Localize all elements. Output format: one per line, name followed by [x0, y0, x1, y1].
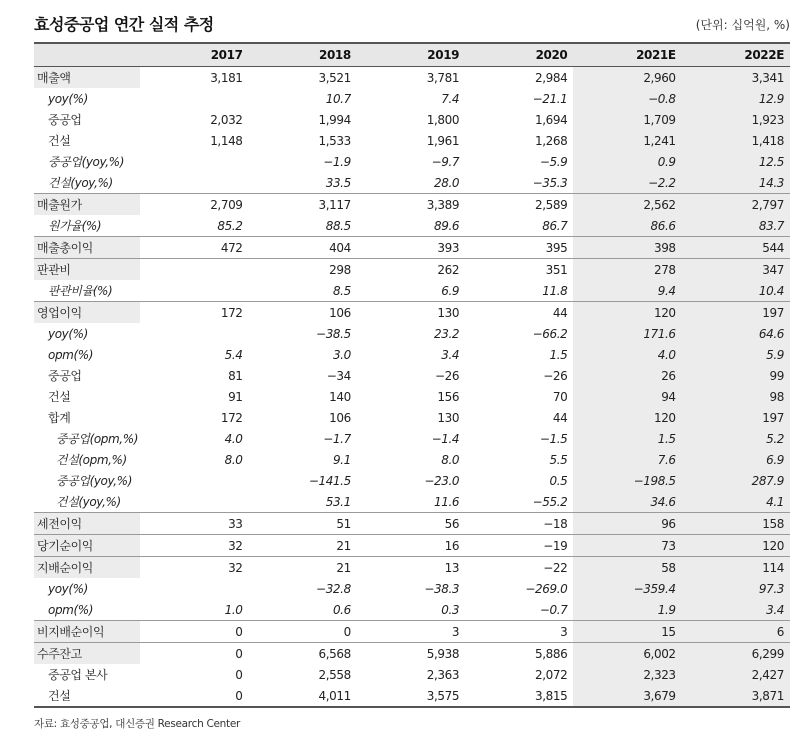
value-cell: 9.1	[332, 452, 351, 467]
value-cell: 1,800	[426, 112, 460, 127]
value-cell: 262	[357, 259, 465, 281]
value-cell: 106	[249, 302, 357, 324]
value-cell: 1.0	[224, 602, 243, 617]
value-cell: −5.9	[539, 154, 568, 169]
value-cell: 2,589	[465, 194, 573, 216]
table-row	[34, 194, 790, 216]
row-label: yoy(%)	[48, 326, 88, 341]
value-cell: −38.3	[424, 581, 460, 596]
value-cell: 32	[140, 557, 248, 579]
value-cell: −141.5	[308, 473, 351, 488]
value-cell: −55.2	[532, 494, 568, 509]
row-label: yoy(%)	[48, 91, 88, 106]
value-cell: −34	[326, 368, 351, 383]
value-cell: 56	[357, 513, 465, 535]
row-label: 중공업(yoy,%)	[56, 474, 132, 488]
value-cell: −1.4	[431, 431, 460, 446]
source-note: 자료: 효성중공업, 대신증권 Research Center	[34, 718, 241, 730]
value-cell: 2,072	[535, 667, 568, 682]
value-cell: 89.6	[433, 218, 460, 233]
table-row	[34, 513, 790, 535]
value-cell: 120	[573, 302, 681, 324]
value-cell: 98	[682, 386, 790, 407]
value-cell: 172	[220, 410, 243, 425]
row-label: 수주잔고	[34, 643, 140, 665]
value-cell: 32	[140, 535, 248, 557]
table-row	[34, 67, 790, 89]
value-cell: 1.5	[573, 428, 681, 449]
row-label: 원가율(%)	[48, 219, 102, 233]
value-cell: 86.7	[542, 218, 568, 233]
table-row	[34, 151, 790, 172]
value-cell: 0	[140, 621, 248, 643]
value-cell: −66.2	[532, 326, 568, 341]
row-label: 비지배순이익	[34, 621, 140, 643]
value-cell: −22	[465, 557, 573, 579]
value-cell: 9.4	[573, 280, 681, 302]
value-cell: 23.2	[433, 326, 460, 341]
value-cell: 5,886	[465, 643, 573, 665]
financial-table	[34, 44, 790, 708]
value-cell: −1.5	[539, 431, 568, 446]
value-cell: −38.5	[316, 326, 351, 341]
value-cell: 4.0	[573, 344, 681, 365]
value-cell: 0.6	[332, 602, 351, 617]
value-cell: 2,323	[573, 664, 681, 685]
value-cell: 3,117	[249, 194, 357, 216]
table-row	[34, 302, 790, 324]
value-cell: 12.9	[682, 88, 790, 109]
table-row	[34, 470, 790, 491]
value-cell: 97.3	[682, 578, 790, 599]
value-cell: 347	[682, 259, 790, 281]
row-label: 중공업(yoy,%)	[48, 155, 124, 169]
value-cell: 94	[573, 386, 681, 407]
value-cell: 140	[329, 389, 351, 404]
row-label: 합계	[48, 411, 71, 425]
value-cell: 15	[573, 621, 681, 643]
table-row	[34, 491, 790, 513]
value-cell: 99	[682, 365, 790, 386]
table-row	[34, 599, 790, 621]
value-cell: 7.6	[573, 449, 681, 470]
value-cell: 11.6	[433, 494, 460, 509]
value-cell: 287.9	[682, 470, 790, 491]
table-row	[34, 643, 790, 665]
value-cell: 3,341	[682, 67, 790, 89]
value-cell: 1,268	[535, 133, 568, 148]
value-cell: 114	[682, 557, 790, 579]
value-cell: 6.9	[682, 449, 790, 470]
value-cell: 7.4	[441, 91, 460, 106]
value-cell: 70	[552, 389, 568, 404]
value-cell: −32.8	[316, 581, 351, 596]
value-cell: 1,709	[573, 109, 681, 130]
value-cell: 16	[357, 535, 465, 557]
value-cell: 395	[465, 237, 573, 259]
value-cell: 393	[357, 237, 465, 259]
value-cell: 197	[682, 302, 790, 324]
value-cell: 3,389	[357, 194, 465, 216]
value-cell: 6,299	[682, 643, 790, 665]
value-cell: 21	[249, 557, 357, 579]
value-cell: 2,363	[426, 667, 460, 682]
row-label: 건설(yoy,%)	[56, 495, 121, 509]
value-cell	[140, 151, 248, 172]
value-cell: 1.9	[573, 599, 681, 621]
row-label: 건설	[48, 134, 71, 148]
value-cell: 298	[249, 259, 357, 281]
value-cell: −1.7	[323, 431, 351, 446]
value-cell	[140, 88, 248, 109]
value-cell: 3.0	[332, 347, 351, 362]
header-year: 2020	[465, 44, 573, 67]
value-cell: 472	[140, 237, 248, 259]
value-cell: 12.5	[682, 151, 790, 172]
value-cell: 8.5	[332, 283, 351, 298]
value-cell: 4.1	[682, 491, 790, 513]
value-cell: 58	[573, 557, 681, 579]
value-cell	[140, 470, 248, 491]
table-row	[34, 130, 790, 151]
value-cell: 86.6	[573, 215, 681, 237]
header-year: 2022E	[682, 44, 790, 67]
value-cell: 44	[465, 302, 573, 324]
value-cell: −198.5	[573, 470, 681, 491]
value-cell: 171.6	[573, 323, 681, 344]
table-row	[34, 535, 790, 557]
value-cell	[140, 323, 248, 344]
value-cell: 64.6	[682, 323, 790, 344]
value-cell: 53.1	[325, 494, 351, 509]
value-cell: 3	[357, 621, 465, 643]
value-cell: 1,418	[682, 130, 790, 151]
value-cell: 0	[140, 643, 248, 665]
value-cell: 3,781	[357, 67, 465, 89]
value-cell	[140, 259, 248, 281]
value-cell: 3,521	[249, 67, 357, 89]
table-row	[34, 259, 790, 281]
row-label: 건설(yoy,%)	[48, 176, 113, 190]
value-cell: 1,961	[426, 133, 460, 148]
value-cell	[140, 578, 248, 599]
value-cell: 351	[465, 259, 573, 281]
value-cell: 6,568	[249, 643, 357, 665]
row-label: 건설	[34, 685, 140, 707]
value-cell: 85.2	[217, 218, 243, 233]
value-cell: 2,558	[318, 667, 351, 682]
value-cell: 14.3	[682, 172, 790, 194]
value-cell: 1,923	[682, 109, 790, 130]
table-row	[34, 407, 790, 428]
value-cell: 0.9	[573, 151, 681, 172]
value-cell: 3,871	[682, 685, 790, 707]
row-label: 중공업	[48, 113, 82, 127]
value-cell: 8.0	[441, 452, 460, 467]
value-cell: 1,241	[573, 130, 681, 151]
table-row	[34, 664, 790, 685]
value-cell: 3,181	[140, 67, 248, 89]
value-cell: −9.7	[431, 154, 460, 169]
value-cell: 11.8	[542, 283, 568, 298]
row-label: 지배순이익	[34, 557, 140, 579]
value-cell: −1.9	[323, 154, 351, 169]
value-cell: 120	[573, 407, 681, 428]
value-cell: 0.3	[441, 602, 460, 617]
value-cell: 0.5	[549, 473, 568, 488]
unit-note: (단위: 십억원, %)	[695, 18, 790, 32]
row-label: 중공업(opm,%)	[56, 432, 139, 446]
value-cell: 6,002	[573, 643, 681, 665]
value-cell: −23.0	[424, 473, 460, 488]
table-row	[34, 323, 790, 344]
table-row	[34, 88, 790, 109]
table-row	[34, 557, 790, 579]
value-cell: 91	[228, 389, 243, 404]
value-cell: 73	[573, 535, 681, 557]
value-cell: 10.4	[682, 280, 790, 302]
value-cell: 5.5	[549, 452, 568, 467]
row-label: 세전이익	[34, 513, 140, 535]
value-cell	[140, 280, 248, 302]
value-cell: 6	[682, 621, 790, 643]
value-cell: −35.3	[532, 175, 568, 190]
value-cell: 106	[329, 410, 351, 425]
row-label: opm(%)	[48, 347, 94, 362]
value-cell	[140, 491, 248, 513]
value-cell: 1,994	[318, 112, 351, 127]
table-row	[34, 365, 790, 386]
table-row	[34, 344, 790, 365]
value-cell: 8.0	[224, 452, 243, 467]
value-cell: 2,797	[682, 194, 790, 216]
header-year: 2018	[249, 44, 357, 67]
value-cell: −0.7	[539, 602, 568, 617]
value-cell: 44	[552, 410, 568, 425]
value-cell: 404	[249, 237, 357, 259]
value-cell: 6.9	[441, 283, 460, 298]
value-cell: 398	[573, 237, 681, 259]
value-cell: 13	[357, 557, 465, 579]
value-cell: 0	[140, 685, 248, 707]
value-cell: −26	[434, 368, 460, 383]
value-cell: 28.0	[433, 175, 460, 190]
value-cell: 51	[249, 513, 357, 535]
row-label: yoy(%)	[48, 581, 88, 596]
value-cell: 130	[357, 302, 465, 324]
value-cell: 3.4	[682, 599, 790, 621]
value-cell: −21.1	[532, 91, 568, 106]
value-cell: 158	[682, 513, 790, 535]
table-row	[34, 428, 790, 449]
row-label: 판관비율(%)	[48, 284, 113, 298]
value-cell: 278	[573, 259, 681, 281]
table-row	[34, 685, 790, 707]
value-cell: 10.7	[325, 91, 351, 106]
value-cell: 2,960	[573, 67, 681, 89]
header-row	[34, 44, 790, 67]
row-label: 매출액	[34, 67, 140, 89]
value-cell: 2,709	[140, 194, 248, 216]
value-cell: 2,427	[682, 664, 790, 685]
value-cell: 2,032	[210, 112, 243, 127]
value-cell: 34.6	[573, 491, 681, 513]
value-cell: 1,694	[535, 112, 568, 127]
header-year: 2021E	[573, 44, 681, 67]
value-cell: 33	[140, 513, 248, 535]
value-cell: 120	[682, 535, 790, 557]
row-label: 건설(opm,%)	[56, 453, 127, 467]
row-label: 매출총이익	[34, 237, 140, 259]
value-cell: 3,575	[357, 685, 465, 707]
value-cell: 130	[437, 410, 460, 425]
value-cell: 3	[465, 621, 573, 643]
value-cell: −269.0	[525, 581, 568, 596]
table-row	[34, 449, 790, 470]
value-cell: 5,938	[357, 643, 465, 665]
table-row	[34, 237, 790, 259]
value-cell: −0.8	[573, 88, 681, 109]
value-cell: 3,679	[573, 685, 681, 707]
value-cell: 1,148	[210, 133, 243, 148]
table-row	[34, 172, 790, 194]
row-label: 영업이익	[34, 302, 140, 324]
value-cell: 172	[140, 302, 248, 324]
value-cell: 4,011	[249, 685, 357, 707]
value-cell: 1.5	[549, 347, 568, 362]
value-cell: 96	[573, 513, 681, 535]
row-label: 매출원가	[34, 194, 140, 216]
value-cell: −26	[543, 368, 568, 383]
row-label: 건설	[48, 390, 71, 404]
value-cell: 3.4	[441, 347, 460, 362]
header-label-cell	[34, 44, 140, 67]
value-cell: 197	[682, 407, 790, 428]
table-row	[34, 621, 790, 643]
value-cell: 21	[249, 535, 357, 557]
value-cell: 2,562	[573, 194, 681, 216]
row-label: opm(%)	[48, 602, 94, 617]
table-row	[34, 280, 790, 302]
table-row	[34, 109, 790, 130]
value-cell: 1,533	[318, 133, 351, 148]
value-cell: 0	[249, 621, 357, 643]
value-cell: 544	[682, 237, 790, 259]
row-label: 판관비	[34, 259, 140, 281]
row-label: 중공업	[48, 369, 82, 383]
value-cell: −18	[465, 513, 573, 535]
table-row	[34, 578, 790, 599]
value-cell: 0	[235, 667, 243, 682]
value-cell: 33.5	[325, 175, 351, 190]
table-row	[34, 386, 790, 407]
header-year: 2017	[140, 44, 248, 67]
value-cell: 5.2	[682, 428, 790, 449]
value-cell: −19	[465, 535, 573, 557]
value-cell: 2,984	[465, 67, 573, 89]
value-cell: 3,815	[465, 685, 573, 707]
value-cell: 88.5	[325, 218, 351, 233]
table-row	[34, 215, 790, 237]
page-title: 효성중공업 연간 실적 추정	[34, 15, 214, 34]
value-cell: 5.9	[682, 344, 790, 365]
header-year: 2019	[357, 44, 465, 67]
value-cell: 156	[437, 389, 460, 404]
value-cell: 4.0	[224, 431, 243, 446]
row-label: 중공업 본사	[48, 668, 108, 682]
value-cell: 26	[573, 365, 681, 386]
value-cell: 5.4	[224, 347, 243, 362]
value-cell: −2.2	[573, 172, 681, 194]
value-cell: −359.4	[573, 578, 681, 599]
value-cell	[140, 172, 248, 194]
row-label: 당기순이익	[34, 535, 140, 557]
value-cell: 83.7	[682, 215, 790, 237]
value-cell: 81	[228, 368, 243, 383]
